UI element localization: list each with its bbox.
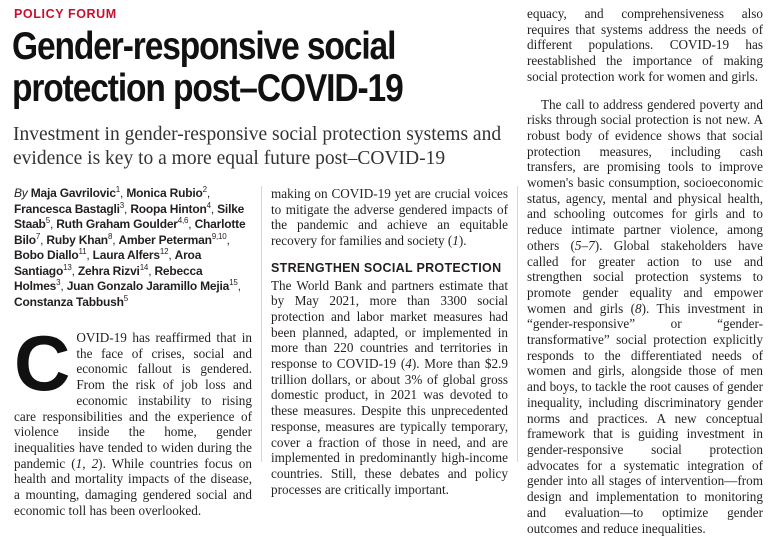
paragraph-text: making on COVID-19 yet are crucial voices to mitigate the adverse gendered impacts of the pandemic and achieve an equitable recovery for families and society ( (271, 186, 508, 249)
author-affiliation: 7 (35, 231, 41, 241)
paragraph-text: The World Bank and partners estimate that by May 2021, more than 3300 social protection and labor market measures had been planned, adapted, or implemented in more than 220 countries and territories in response to COVID-19 ( (271, 277, 508, 372)
author-affiliation: 12 (159, 247, 169, 256)
paragraph (271, 278, 508, 498)
column-1 (14, 186, 252, 518)
author-name: Zehra Rizvi (77, 263, 140, 278)
column-3 (527, 6, 763, 536)
author-name: Monica Rubio (126, 186, 203, 200)
author-affiliation: 4,6 (177, 216, 189, 225)
author-affiliation: 15 (229, 278, 238, 287)
author-affiliation: 13 (63, 262, 72, 272)
author-affiliation: 5 (123, 293, 128, 303)
reference-link[interactable]: 1 (452, 233, 459, 249)
author-name: Aroa Santiago (14, 248, 202, 278)
paragraph-text: ). More than $2.9 trillion dollars, or about 3% of global gross domestic product, in 2021 was devoted to these measures. Despite this unprecedented response, measures are typically temporary, cover a fraction of those in need, and are implemented in predominantly high-income countries. Still, these debates and policy processes are critically important. (271, 356, 508, 497)
author-affiliation: 4 (206, 200, 211, 210)
author-name: Amber Peterman (118, 232, 212, 247)
paragraph-text: ). This investment in “gender-responsive” or “gender-transformative” social protection explicitly responds to the differentiated needs of women and girls, alongside those of men and boys, to tackle the root causes of gender inequality, including discriminatory gender norms and practices. A new conceptual framework that is guiding investment in gender-responsive social protection advocates for a systematic integration of gender into all stages of intervention—from design and implementation to monitoring and evaluation—to optimize gender outcomes and reduce inequalities. (527, 300, 763, 536)
paragraph-text: ). (458, 233, 467, 249)
author-affiliation: 8 (107, 231, 113, 241)
author-name: Silke Staab (14, 201, 245, 231)
paragraph-text: OVID-19 has reaffirmed that in the face of crises, social and economic fallout is gendered. From the risk of job loss and economic instability to rising care responsibilities and the experience of violence inside the home, gender inequalities have tended to widen during the pandemic ( (14, 330, 252, 471)
reference-link[interactable]: 1, 2 (75, 455, 99, 471)
author-affiliation: 3 (119, 200, 125, 210)
author-affiliation: 9,10 (211, 231, 227, 241)
author-list: By Maja Gavrilovic$^1$, Monica Rubio$^2$, Francesca Bastagli$^3$, Roopa Hinton$^4$, Silke Staab$^5$, Ruth Graham Goulder$^{4,6}$, Charlotte Bilo$^7$, Ruby Khan$^8$, Amber Peterman$^{9,10}$, Bobo Diallo$^{11}$, Laura Alfers$^{12}$, Aroa Santiago$^{13}$, Zehra Rizvi$^{14}$, Rebecca Holmes$^3$, Juan Gonzalo Jaramillo Mejia$^{15}$, Constanza Tabbush$^5$ (14, 185, 246, 309)
author-name: Rebecca Holmes (14, 263, 203, 293)
kicker: POLICY FORUM (14, 7, 117, 21)
author-name: Juan Gonzalo Jaramillo Mejia (66, 279, 230, 293)
author-name: Laura Alfers (92, 248, 160, 262)
paragraph-text: The call to address gendered poverty and risks through social protection is not new. A robust body of evidence shows that social protection measures, including cash transfers, are promising tools to improve women's basic consumption, socioeconomic status, agency, mental and physical health, and schooling outcomes for girls and to reduce intimate partner violence, among others ( (527, 96, 763, 253)
byline-prefix: By (14, 186, 31, 200)
article-title: Gender-responsive social protection post–COVID-19 (12, 25, 403, 110)
drop-cap: C (14, 319, 71, 407)
author-affiliation: 11 (78, 247, 87, 256)
author-name: Constanza Tabbush (14, 294, 124, 309)
author-name: Bobo Diallo (14, 248, 79, 262)
paragraph (271, 186, 508, 249)
paragraph (527, 97, 763, 536)
author-affiliation: 14 (139, 262, 149, 272)
reference-link[interactable]: 4 (405, 356, 412, 372)
article-deck: Investment in gender-responsive social protection systems and evidence is key to a more equal future post–COVID-19 (13, 124, 502, 169)
author-affiliation: 3 (56, 278, 61, 287)
author-affiliation: 1 (115, 185, 121, 194)
reference-link[interactable]: 5–7 (574, 237, 595, 253)
lead-paragraph (14, 319, 252, 518)
paragraph-text: ). While countries focus on health and mortality impacts of the disease, a mounting, damaging gendered social and economic toll has been overlooked. (14, 455, 252, 518)
reference-link[interactable]: 8 (635, 300, 642, 316)
column-divider (261, 186, 262, 462)
paragraph-text: ). Global stakeholders have called for greater action to use and strengthen social protection systems to promote gender equality and empower women and girls ( (527, 237, 763, 316)
paragraph: equacy, and comprehensiveness also requires that systems address the needs of different populations. COVID-19 has reestablished the importance of making social protection work for women and girls. (527, 6, 763, 84)
author-affiliation: 5 (45, 216, 50, 225)
author-name: Ruby Khan (46, 232, 108, 247)
section-heading: STRENGTHEN SOCIAL PROTECTION (271, 260, 502, 275)
column-2 (271, 186, 508, 497)
author-name: Francesca Bastagli (14, 201, 120, 216)
author-name: Roopa Hinton (130, 201, 207, 216)
author-name: Charlotte Bilo (14, 217, 246, 247)
column-divider (517, 186, 518, 462)
author-name: Maja Gavrilovic (30, 186, 116, 200)
author-name: Ruth Graham Goulder (56, 217, 178, 231)
author-affiliation: 2 (202, 185, 207, 194)
